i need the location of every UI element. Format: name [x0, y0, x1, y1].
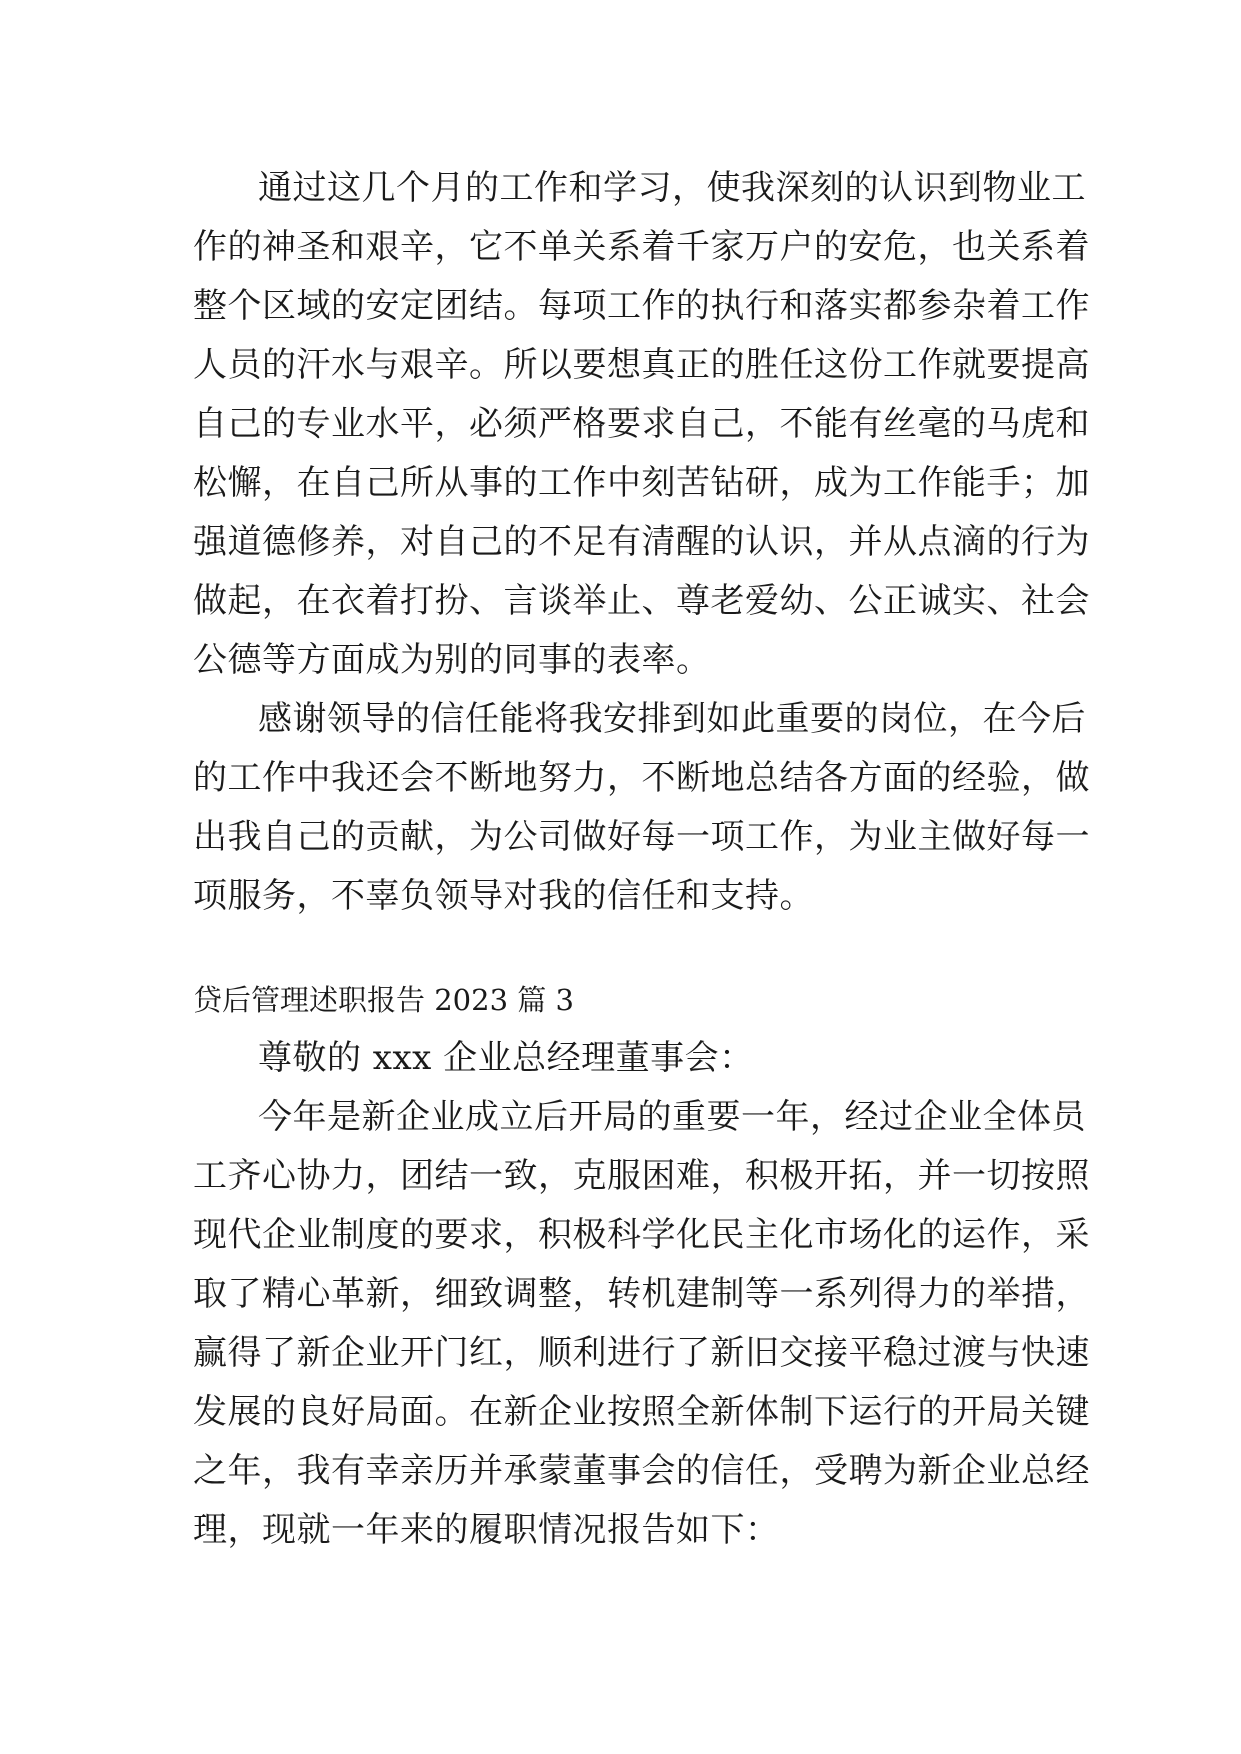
paragraph-1-line-3: 整个区域的安定团结。每项工作的执行和落实都参杂着工作 — [193, 286, 1090, 326]
paragraph-1-line-4: 人员的汗水与艰辛。所以要想真正的胜任这份工作就要提高 — [193, 345, 1090, 385]
section-heading: 贷后管理述职报告 2023 篇 3 — [193, 983, 574, 1017]
paragraph-3-line-6: 发展的良好局面。在新企业按照全新体制下运行的开局关键 — [193, 1392, 1090, 1432]
paragraph-3-line-1: 今年是新企业成立后开局的重要一年，经过企业全体员 — [258, 1097, 1086, 1137]
paragraph-1-line-9: 公德等方面成为别的同事的表率。 — [193, 640, 711, 680]
paragraph-3-line-8: 理，现就一年来的履职情况报告如下： — [193, 1510, 780, 1550]
paragraph-1-line-7: 强道德修养，对自己的不足有清醒的认识，并从点滴的行为 — [193, 522, 1090, 562]
salutation: 尊敬的 xxx 企业总经理董事会： — [258, 1038, 754, 1078]
paragraph-1-line-6: 松懈，在自己所从事的工作中刻苦钻研，成为工作能手；加 — [193, 463, 1090, 503]
paragraph-1-line-1: 通过这几个月的工作和学习，使我深刻的认识到物业工 — [258, 168, 1086, 208]
paragraph-3-line-2: 工齐心协力，团结一致，克服困难，积极开拓，并一切按照 — [193, 1156, 1090, 1196]
paragraph-2-line-2: 的工作中我还会不断地努力，不断地总结各方面的经验，做 — [193, 758, 1090, 798]
paragraph-1-line-8: 做起，在衣着打扮、言谈举止、尊老爱幼、公正诚实、社会 — [193, 581, 1090, 621]
paragraph-2-line-3: 出我自己的贡献，为公司做好每一项工作，为业主做好每一 — [193, 817, 1090, 857]
paragraph-2-line-4: 项服务，不辜负领导对我的信任和支持。 — [193, 876, 814, 916]
paragraph-1-line-5: 自己的专业水平，必须严格要求自己，不能有丝毫的马虎和 — [193, 404, 1090, 444]
paragraph-3-line-3: 现代企业制度的要求，积极科学化民主化市场化的运作，采 — [193, 1215, 1090, 1255]
paragraph-3-line-5: 赢得了新企业开门红，顺利进行了新旧交接平稳过渡与快速 — [193, 1333, 1090, 1373]
paragraph-3-line-7: 之年，我有幸亲历并承蒙董事会的信任，受聘为新企业总经 — [193, 1451, 1090, 1491]
paragraph-2-line-1: 感谢领导的信任能将我安排到如此重要的岗位，在今后 — [258, 699, 1086, 739]
paragraph-1-line-2: 作的神圣和艰辛，它不单关系着千家万户的安危，也关系着 — [193, 227, 1090, 267]
paragraph-3-line-4: 取了精心革新，细致调整，转机建制等一系列得力的举措， — [193, 1274, 1090, 1314]
